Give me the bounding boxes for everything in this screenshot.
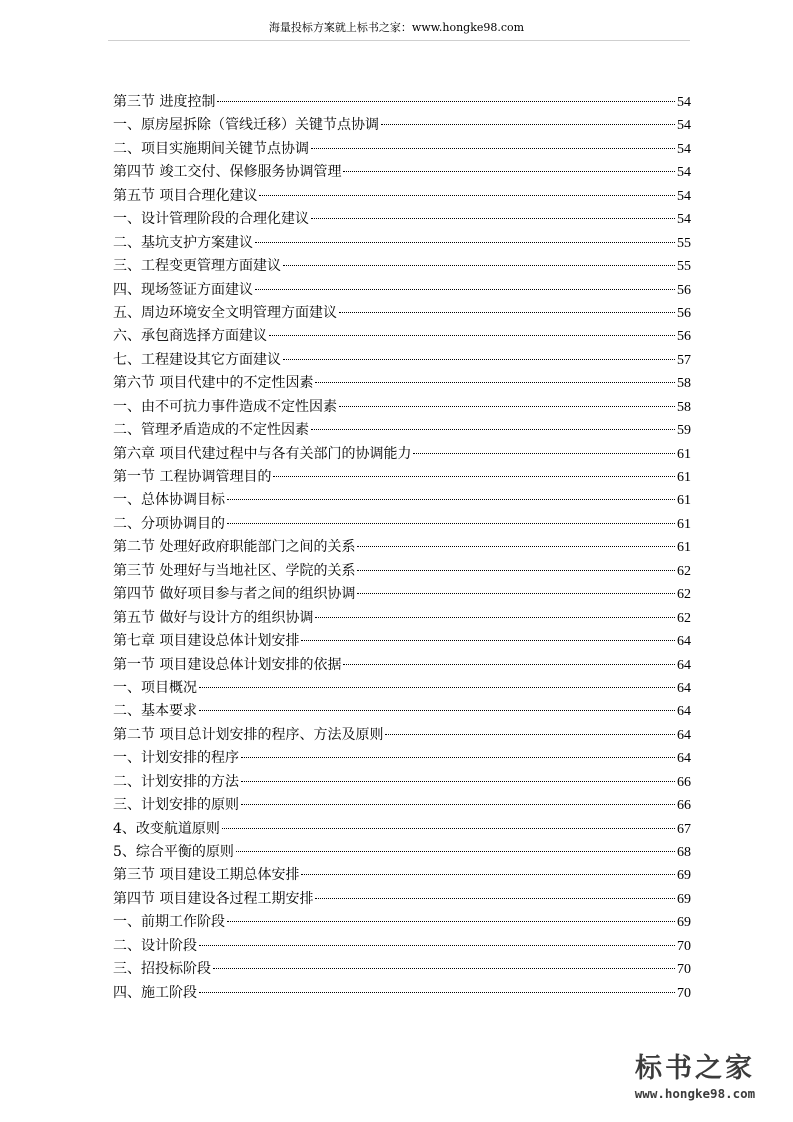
toc-entry-page-number: 64 [677,657,691,673]
toc-entry[interactable] [113,396,691,419]
toc-entry[interactable] [113,114,691,137]
toc-entry[interactable] [113,560,691,583]
toc-dot-leader [227,921,675,922]
toc-entry-page-number: 62 [677,610,691,626]
toc-dot-leader [213,968,675,969]
toc-entry-title: 一、原房屋拆除（管线迁移）关键节点协调 [113,117,379,134]
toc-entry[interactable] [113,419,691,442]
toc-entry[interactable] [113,794,691,817]
toc-entry-title: 第六章 项目代建过程中与各有关部门的协调能力 [113,445,412,462]
toc-dot-leader [301,640,675,641]
toc-entry-title: 一、总体协调目标 [113,492,225,509]
toc-entry[interactable] [113,864,691,887]
toc-entry-title: 第四节 做好项目参与者之间的组织协调 [113,586,356,603]
toc-entry-page-number: 62 [677,587,691,603]
toc-entry-title: 4、改变航道原则 [113,820,220,837]
toc-entry-title: 六、承包商选择方面建议 [113,328,267,345]
toc-entry[interactable] [113,232,691,255]
toc-dot-leader [241,781,675,782]
toc-entry[interactable] [113,372,691,395]
toc-entry-page-number: 58 [677,376,691,392]
toc-entry-page-number: 61 [677,470,691,485]
toc-dot-leader [357,570,675,571]
toc-dot-leader [315,617,675,618]
toc-entry-title: 四、施工阶段 [113,984,197,1001]
toc-entry[interactable] [113,982,691,1005]
toc-entry-title: 二、基本要求 [113,703,197,720]
toc-entry-page-number: 54 [677,141,691,157]
toc-dot-leader [301,874,675,875]
toc-entry[interactable] [113,302,691,325]
toc-entry-title: 第四节 项目建设各过程工期安排 [113,890,314,907]
toc-entry-page-number: 64 [677,727,691,743]
toc-entry[interactable] [113,888,691,911]
toc-entry-title: 一、设计管理阶段的合理化建议 [113,211,309,228]
toc-dot-leader [255,242,675,243]
toc-entry[interactable] [113,747,691,770]
toc-dot-leader [227,523,675,524]
brand-logo [615,1052,775,1110]
toc-dot-leader [227,499,675,500]
toc-dot-leader [217,101,675,102]
toc-entry-title: 第五节 做好与设计方的组织协调 [113,609,314,626]
toc-entry-page-number: 69 [677,868,691,884]
toc-entry[interactable] [113,818,691,841]
toc-entry[interactable] [113,630,691,653]
toc-entry-page-number: 70 [677,985,691,1001]
toc-entry-title: 四、现场签证方面建议 [113,281,253,298]
toc-entry[interactable] [113,466,691,489]
toc-dot-leader [273,476,675,477]
toc-entry-page-number: 61 [677,516,691,532]
toc-dot-leader [381,124,675,125]
toc-entry-title: 一、前期工作阶段 [113,914,225,931]
toc-entry[interactable] [113,138,691,161]
toc-entry-title: 第三节 处理好与当地社区、学院的关系 [113,562,356,579]
toc-entry-title: 二、设计阶段 [113,937,197,954]
toc-entry-page-number: 58 [677,399,691,415]
toc-dot-leader [199,710,675,711]
toc-dot-leader [339,312,675,313]
header-rule [108,40,690,41]
toc-dot-leader [283,359,675,360]
toc-entry-title: 一、项目概况 [113,679,197,696]
toc-entry-page-number: 57 [677,352,691,368]
toc-entry-title: 一、由不可抗力事件造成不定性因素 [113,398,337,415]
toc-entry[interactable] [113,536,691,559]
toc-entry[interactable] [113,654,691,677]
toc-entry-page-number: 69 [677,915,691,931]
toc-dot-leader [311,218,675,219]
toc-entry-title: 一、计划安排的程序 [113,750,239,767]
logo-name: 标书之家 [635,1053,755,1084]
toc-entry[interactable] [113,279,691,302]
toc-entry-page-number: 56 [677,282,691,298]
toc-entry[interactable] [113,583,691,606]
toc-entry-title: 七、工程建设其它方面建议 [113,351,281,368]
toc-entry[interactable] [113,958,691,981]
toc-entry-page-number: 62 [677,563,691,579]
toc-entry[interactable] [113,489,691,512]
toc-entry-page-number: 67 [677,821,691,837]
toc-entry-page-number: 54 [677,118,691,134]
toc-entry-page-number: 66 [677,798,691,814]
toc-dot-leader [199,992,675,993]
toc-dot-leader [357,546,675,547]
toc-entry-title: 二、计划安排的方法 [113,773,239,790]
toc-dot-leader [315,382,675,383]
toc-entry-page-number: 54 [677,188,691,204]
toc-entry-page-number: 64 [677,704,691,720]
toc-entry-title: 三、计划安排的原则 [113,797,239,814]
toc-entry-title: 三、招投标阶段 [113,961,211,978]
toc-entry-page-number: 69 [677,891,691,907]
toc-entry-page-number: 61 [677,493,691,509]
toc-entry[interactable] [113,349,691,372]
logo-url: www.hongke98.com [634,1086,756,1101]
toc-entry-page-number: 61 [677,446,691,462]
toc-entry[interactable] [113,513,691,536]
toc-dot-leader [343,664,675,665]
toc-entry-title: 第七章 项目建设总体计划安排 [113,633,300,650]
toc-entry-page-number: 70 [677,962,691,978]
toc-entry-title: 二、分项协调目的 [113,515,225,532]
toc-entry-page-number: 56 [677,329,691,345]
table-of-contents [113,91,691,1005]
toc-dot-leader [236,851,675,852]
toc-entry[interactable] [113,325,691,348]
toc-dot-leader [339,406,675,407]
toc-entry-title: 第一节 项目建设总体计划安排的依据 [113,656,342,673]
toc-entry[interactable] [113,841,691,864]
toc-entry[interactable] [113,935,691,958]
toc-dot-leader [283,265,675,266]
toc-entry-title: 第一节 工程协调管理目的 [113,469,272,485]
toc-dot-leader [385,734,675,735]
toc-dot-leader [222,828,675,829]
toc-dot-leader [311,148,675,149]
toc-entry-page-number: 64 [677,680,691,696]
toc-dot-leader [199,687,675,688]
toc-dot-leader [255,289,675,290]
toc-entry-title: 三、工程变更管理方面建议 [113,258,281,275]
toc-entry-page-number: 55 [677,235,691,251]
toc-entry-page-number: 54 [677,165,691,181]
toc-entry[interactable] [113,724,691,747]
toc-dot-leader [311,429,675,430]
toc-dot-leader [343,171,675,172]
toc-entry[interactable] [113,607,691,630]
toc-dot-leader [199,945,675,946]
toc-dot-leader [259,195,675,196]
toc-entry[interactable] [113,91,691,114]
toc-entry-title: 5、综合平衡的原则 [113,844,234,860]
toc-entry-title: 第三节 项目建设工期总体安排 [113,867,300,884]
toc-entry-title: 二、基坑支护方案建议 [113,234,253,251]
toc-entry-title: 第二节 处理好政府职能部门之间的关系 [113,539,356,556]
toc-entry[interactable] [113,443,691,466]
toc-entry[interactable] [113,911,691,934]
toc-entry[interactable] [113,208,691,231]
toc-dot-leader [241,757,675,758]
toc-entry-title: 二、项目实施期间关键节点协调 [113,140,309,157]
toc-entry[interactable] [113,700,691,723]
toc-entry-title: 第四节 竣工交付、保修服务协调管理 [113,164,342,181]
toc-dot-leader [413,453,675,454]
toc-entry-title: 五、周边环境安全文明管理方面建议 [113,304,337,321]
toc-dot-leader [241,804,675,805]
toc-entry-page-number: 66 [677,774,691,790]
toc-entry-title: 第六节 项目代建中的不定性因素 [113,375,314,392]
toc-entry-page-number: 64 [677,751,691,767]
toc-entry-page-number: 56 [677,305,691,321]
toc-entry-title: 第五节 项目合理化建议 [113,187,258,204]
toc-entry-title: 二、管理矛盾造成的不定性因素 [113,422,309,439]
toc-entry[interactable] [113,185,691,208]
toc-dot-leader [269,335,675,336]
toc-entry-page-number: 68 [677,845,691,860]
toc-entry-page-number: 64 [677,634,691,650]
toc-dot-leader [357,593,675,594]
page-header: 海量投标方案就上标书之家：www.hongke98.com [268,21,525,34]
toc-entry[interactable] [113,161,691,184]
toc-entry-page-number: 55 [677,259,691,275]
toc-entry[interactable] [113,771,691,794]
toc-entry-page-number: 54 [677,212,691,228]
toc-entry-page-number: 70 [677,938,691,954]
toc-dot-leader [315,898,675,899]
toc-entry[interactable] [113,255,691,278]
toc-entry-title: 第三节 进度控制 [113,94,216,110]
toc-entry-page-number: 59 [677,423,691,439]
toc-entry-page-number: 54 [677,95,691,110]
toc-entry-title: 第二节 项目总计划安排的程序、方法及原则 [113,726,384,743]
toc-entry[interactable] [113,677,691,700]
toc-entry-page-number: 61 [677,540,691,556]
